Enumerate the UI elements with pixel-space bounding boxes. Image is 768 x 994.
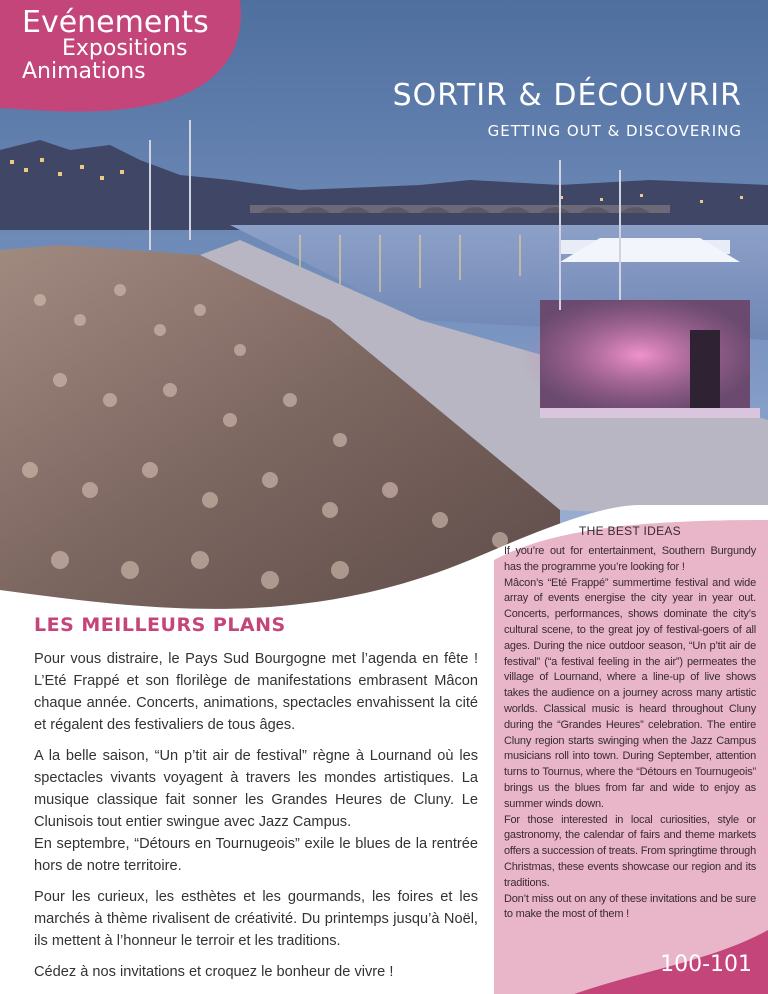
- right-paragraph-4: Don’t miss out on any of these invitations and be sure to make the most of them !: [504, 892, 756, 921]
- left-heading: LES MEILLEURS PLANS: [34, 614, 286, 636]
- right-paragraph-2: Mâcon’s “Eté Frappé” summertime festival and wide array of events energise the city year in year out. Concerts, performances, shows dominate the city’s cultural scene, to the great joy of festival-goers of all ages. During the nice outdoor season, “Un p’tit air de festival” (“a festival feeling in the air”) permeates the village of Lournand, where a line-up of live shows takes the audience on a journey across many artistic worlds. Classical music is heard throughout Cluny during the “Grandes Heures” celebration. The entire Cluny region starts swinging when the Jazz Campus musicians roll into town. During September, attention turns to Tournus, where the “Détours en Tournugeois” brings us the blues from far and wide to enjoy as summer winds down.: [504, 576, 756, 810]
- left-paragraph-5: Cédez à nos invitations et croquez le bonheur de vivre !: [34, 964, 394, 980]
- left-paragraph-1: Pour vous distraire, le Pays Sud Bourgogne met l’agenda en fête ! L’Eté Frappé et son florilège de manifestations embrasent Mâcon chaque année. Concerts, animations, spectacles envahissent la cité et régalent des festivaliers de tous âges.: [34, 651, 478, 733]
- right-paragraph-3: For those interested in local curiosities, style or gastronomy, the calendar of fairs and theme markets offers a succession of treats. From springtime through Christmas, these events showcase our region and its traditions.: [504, 813, 756, 889]
- right-heading: THE BEST IDEAS: [578, 524, 681, 538]
- page-number: 100-101: [660, 952, 752, 977]
- right-column: [504, 524, 756, 923]
- left-paragraph-2: A la belle saison, “Un p’tit air de festival” règne à Lournand où les spectacles vivants voyagent à travers les mondes artistiques. La musique classique fait sonner les Grandes Heures de Cluny. Le Clunisois tout entier swingue avec Jazz Campus.: [34, 748, 478, 830]
- left-column: [34, 614, 478, 992]
- page-subtitle: GETTING OUT & DISCOVERING: [487, 122, 742, 140]
- left-paragraph-4: Pour les curieux, les esthètes et les gourmands, les foires et les marchés à thème rivalisent de créativité. Du printemps jusqu’à Noël, ils mettent à l’honneur le terroir et les traditions.: [34, 889, 478, 949]
- right-paragraph-1: If you’re out for entertainment, Southern Burgundy has the programme you’re looking for !: [504, 545, 756, 573]
- category-exhibitions: Expositions: [62, 36, 188, 61]
- left-paragraph-3: En septembre, “Détours en Tournugeois” exile le blues de la rentrée hors de notre territoire.: [34, 836, 478, 874]
- page-title: SORTIR & DÉCOUVRIR: [392, 78, 742, 113]
- category-animations: Animations: [22, 59, 146, 84]
- category-events: Evénements: [22, 5, 209, 40]
